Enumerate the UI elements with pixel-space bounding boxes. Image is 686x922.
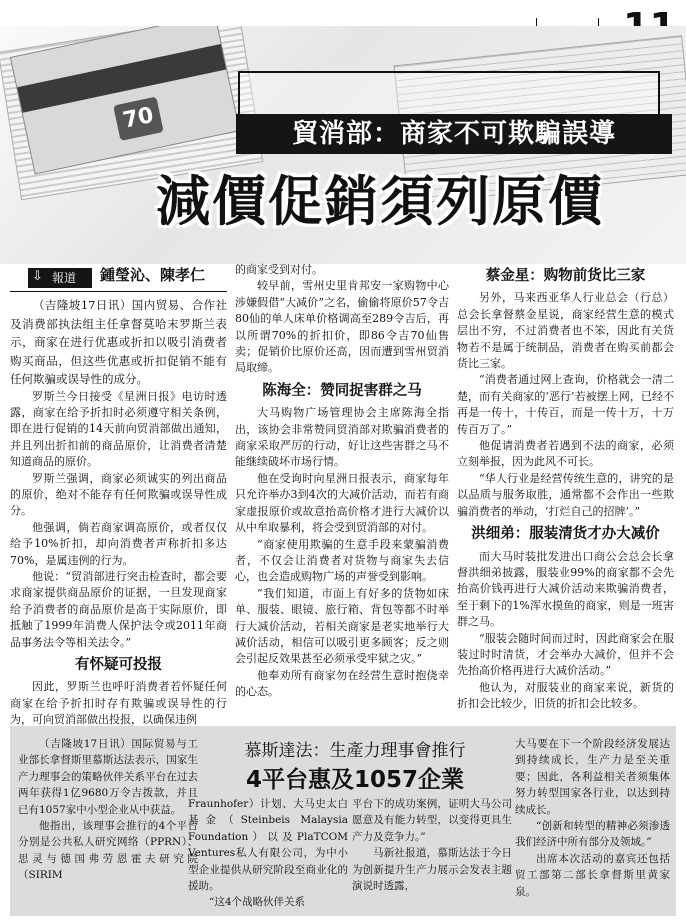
paragraph: Fraunhofer）计划、大马史太白基金（Steinbeis Malaysia Foundation）以及PlaTCOM Ventures私人有限公司，为中小型企业提供从研究阶段至商业化的援助。 <box>188 798 348 893</box>
subheading: 蔡金星：购物前货比三家 <box>485 268 646 284</box>
report-tag <box>28 268 92 288</box>
paragraph: 的商家受到对付。 <box>235 263 323 276</box>
paragraph: “服装会随时间而过时，因此商家会在服装过时时清货，才会举办大减价，但并不会先抬高价格再进行大减价活动。” <box>457 631 674 678</box>
article-column-3 <box>457 262 674 713</box>
sidebar-column-4 <box>515 736 670 900</box>
paragraph: 平台下的成功案例，证明大马公司愿意及有能力转型，以变得更具生产力及竞争力。” <box>352 798 512 843</box>
paragraph: 大马购物广场管理协会主席陈海全指出，该协会非常赞同贸消部对欺骗消费者的商家采取严厉的行动，好让这些害群之马不能继续破坏市场行情。 <box>235 406 449 469</box>
byline <box>10 266 227 292</box>
paragraph: 罗斯兰今日接受《星洲日报》电访时透露，商家在给予折扣时必须遵守相关条例，即在进行促销的14天前向贸消部做出通知，并且列出折扣前的商品原价，让消费者清楚知道商品的原价。 <box>10 389 227 469</box>
subheading: 陈海全：赞同捉害群之马 <box>262 382 422 399</box>
paragraph: 而大马时装批发进出口商公会总会长拿督洪细弟披露，服装业99%的商家都不会先抬高价钱再进行大减价活动来欺骗消费者，至于剩下的1%浑水摸鱼的商家，则是一班害群之马。 <box>457 549 674 629</box>
reporter-names: 鍾瑩沁、陳孝仁 <box>100 266 206 284</box>
photo-number-badge: 70 <box>113 97 164 141</box>
paragraph: 大马要在下一个阶段经济发展达到持续成长，生产力是至关重要；因此，各利益相关者须集体努力转型国家各行业，以达到持续成长。 <box>515 738 670 816</box>
paragraph: 他在受询时向星洲日报表示，商家每年只允许举办3到4次的大减价活动，而若有商家虚报原价或故意抬高价格才进行大减价以从中牟取暴利，将会受到贸消部的对付。 <box>235 471 449 535</box>
paragraph: “我们知道，市面上有好多的货物如床单、服装、眼镜、旅行箱、背包等都不时举行大减价活动，若相关商家是老实地举行大减价活动，相信可以吸引更多顾客；反之则会引起反效果甚至必须承受牢狱之灾。” <box>235 586 449 666</box>
sidebar-column-2 <box>188 796 348 911</box>
sidebar-headline: 4平台惠及1057企業 <box>245 767 465 793</box>
paragraph: “这4个战略伙伴关系 <box>209 896 306 909</box>
paragraph: “商家使用欺骗的生意手段来蒙骗消费者，不仅会让消费者对货物与商家失去信心，也会造成购物广场的声誉受到影响。 <box>235 537 449 584</box>
paragraph: 他奉劝所有商家勿在经营生意时抱侥幸的心态。 <box>235 668 449 699</box>
paragraph: 他指出，该理事会推行的4个平台分别是公共私人研究网络（PPRN）、思灵与德国弗劳恩霍夫研究院（SIRIM <box>18 820 198 882</box>
paragraph: 马新社报道，慕斯达法于今日为创新提升生产力展示会发表主题演说时透露， <box>352 847 512 893</box>
subheading: 有怀疑可投报 <box>75 657 162 673</box>
paragraph: 出席本次活动的嘉宾还包括贸工部第二部长拿督斯里黄家泉。 <box>515 852 670 898</box>
report-tag-label: 報道 <box>52 271 77 285</box>
paragraph: 因此，罗斯兰也呼吁消费者若怀疑任何商家在给予折扣时存有欺骗或误导性的行为，可向贸消部做出投报，以确保违例 <box>10 680 227 727</box>
hero-banner <box>0 26 686 264</box>
paragraph: “消费者通过网上查询，价格就会一清二楚，而有关商家的‘恶行’若被摆上网，已经不再是一传十，十传百，而是一传十万，十万传百万了。” <box>457 373 674 436</box>
paragraph: （吉隆坡17日讯）国际贸易与工业部长拿督斯里慕斯达法表示，国家生产力理事会的策略伙伴关系平台在过去两年获得1亿9680万令吉拨款，并且已有1057家中小型企业从中获益。 <box>18 738 198 816</box>
paragraph: 他强调，倘若商家调高原价，或者仅仅给予10%折扣，却向消费者声称折扣多达70%，是属违例的行为。 <box>10 520 227 567</box>
paragraph: 另外，马来西亚华人行业总会（行总）总会长拿督蔡金星说，商家经营生意的模式层出不穷，不过消费者也不笨，因此有关货物若不是属于统制品，消费者在购买前都会货比三家。 <box>457 291 674 371</box>
paragraph: 罗斯兰强调，商家必须诚实的列出商品的原价，绝对不能存有任何欺骗或误导性成分。 <box>10 471 227 518</box>
paragraph: “华人行业是经营传统生意的，讲究的是以品质与服务取胜，通常都不会作出一些欺骗消费者的举动，‘打烂自己的招牌’。” <box>457 471 674 518</box>
sidebar-column-1 <box>18 736 198 884</box>
kicker-headline: 貿消部：商家不可欺騙誤導 <box>236 114 672 154</box>
paragraph: 他说：“贸消部进行突击检查时，都会要求商家提供商品原价的证据，一旦发现商家给予消费者的商品原价是高于实际原价，即抵触了1999年消费人保护法令或2011年商品事务法令等相关法令。” <box>10 569 227 649</box>
paragraph: 他认为，对服装业的商家来说，新货的折扣会比较少，旧货的折扣会比较多。 <box>457 680 674 711</box>
paragraph: 他促请消费者若遇到不法的商家，必须立刻举报，因为此风不可长。 <box>457 439 674 469</box>
sidebar-story-box <box>10 726 676 916</box>
subheading: 洪细弟：服装清货才办大减价 <box>471 526 660 543</box>
down-arrow-icon: ⇩ <box>32 269 43 284</box>
main-headline: 減價促銷須列原價 <box>156 170 604 233</box>
paragraph: 较早前，雪州史里肯邦安一家购物中心涉嫌假借“大减价”之名，偷偷将原价57令吉80仙的单人床单价格调高至289令吉后，再以所谓70%的折扣价，即86令吉70仙售卖；促销价比原价还高，因而遭到雪州贸消局取缔。 <box>235 279 449 375</box>
sidebar-column-3 <box>352 796 512 894</box>
paragraph: “创新和转型的精神必须渗透我们经济中所有部分及领域。” <box>515 820 670 849</box>
lead-paragraph: （吉隆坡17日讯）国内贸易、合作社及消费部执法组主任拿督莫哈末罗斯兰表示，商家在进行优惠或折扣以吸引消费者购买商品，但这些优惠或折扣促销不能有任何欺骗或误导性的成分。 <box>10 298 227 386</box>
article-column-2 <box>235 262 449 701</box>
article-column-1 <box>10 266 227 729</box>
sidebar-kicker: 慕斯達法：生產力理事會推行 <box>244 741 466 761</box>
